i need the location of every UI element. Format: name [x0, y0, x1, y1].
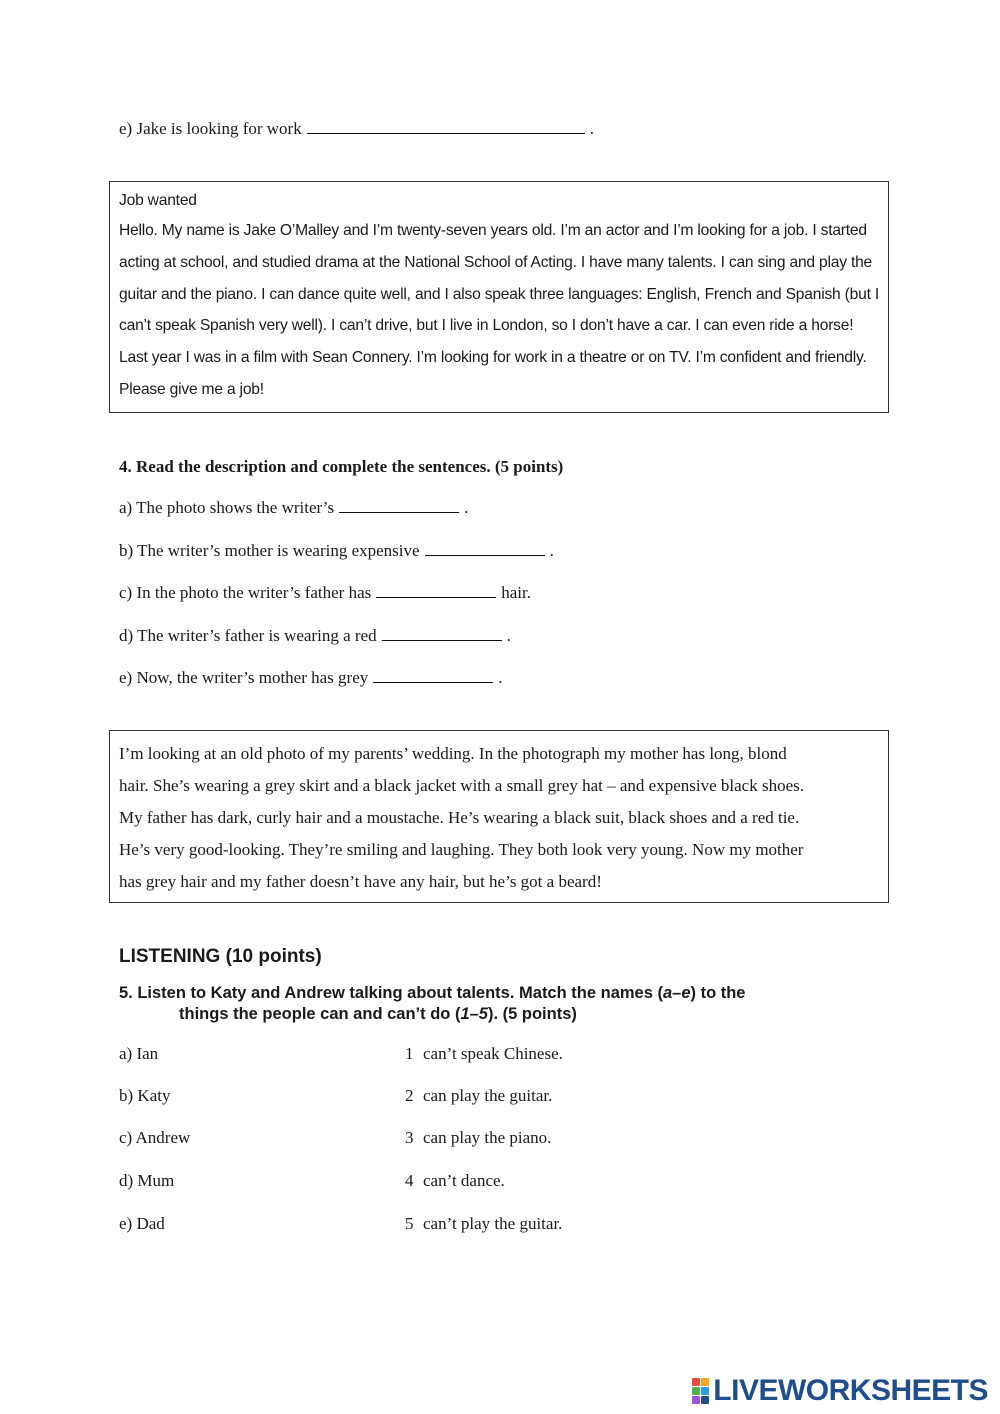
question-3e-text: e) Jake is looking for work	[119, 119, 302, 138]
question-4e-suffix: .	[498, 668, 503, 687]
liveworksheets-logo	[692, 1374, 988, 1408]
question-4d-suffix: .	[506, 626, 511, 645]
listening-heading: LISTENING (10 points)	[119, 946, 322, 967]
job-wanted-title: Job wanted	[119, 192, 197, 209]
match-item-number: 2	[405, 1086, 414, 1105]
question-5-text: ). (5 points)	[487, 1005, 577, 1023]
logo-square	[701, 1396, 709, 1404]
match-name-ian[interactable]: a) Ian	[119, 1044, 159, 1063]
question-4c-text: c) In the photo the writer’s father has	[119, 583, 372, 602]
match-item-text: can’t play the guitar.	[423, 1214, 563, 1233]
match-item-3[interactable]	[405, 1128, 551, 1148]
logo-square	[692, 1387, 700, 1395]
question-4d-text: d) The writer’s father is wearing a red	[119, 626, 377, 645]
logo-mark-icon	[692, 1378, 709, 1404]
match-item-text: can play the piano.	[423, 1128, 552, 1147]
match-item-text: can play the guitar.	[423, 1086, 553, 1105]
answer-blank-4b[interactable]	[425, 541, 545, 556]
section-4-heading: 4. Read the description and complete the sentences. (5 points)	[119, 457, 564, 476]
description-line: My father has dark, curly hair and a moustache. He’s wearing a black suit, black shoes and a red tie.	[119, 807, 800, 827]
match-item-number: 5	[405, 1214, 414, 1233]
question-4e	[119, 668, 503, 688]
question-4b-suffix: .	[549, 541, 554, 560]
match-name-mum[interactable]: d) Mum	[119, 1171, 175, 1190]
description-line: has grey hair and my father doesn’t have any hair, but he’s got a beard!	[119, 871, 602, 891]
job-wanted-line: Hello. My name is Jake O’Malley and I’m twenty-seven years old. I’m an actor and I’m looking for a job. I started	[119, 222, 867, 239]
question-4b-text: b) The writer’s mother is wearing expensive	[119, 541, 420, 560]
logo-square	[692, 1378, 700, 1386]
question-5-text: ) to the	[690, 984, 746, 1002]
answer-blank-3e[interactable]	[307, 119, 585, 134]
logo-square	[692, 1396, 700, 1404]
question-4d	[119, 626, 511, 646]
logo-square	[701, 1387, 709, 1395]
match-item-text: can’t speak Chinese.	[423, 1044, 563, 1063]
question-5-line-2	[119, 1004, 746, 1025]
answer-blank-4c[interactable]	[376, 583, 496, 598]
question-4a-text: a) The photo shows the writer’s	[119, 498, 335, 517]
job-wanted-line: Last year I was in a film with Sean Connery. I’m looking for work in a theatre or on TV. I’m confident and friendly.	[119, 349, 867, 367]
question-4c-suffix: hair.	[501, 583, 531, 602]
question-3e-suffix: .	[589, 119, 594, 138]
job-wanted-line: can’t speak Spanish very well). I can’t drive, but I live in London, so I don’t have a car. I can even ride a horse!	[119, 317, 854, 335]
question-4e-text: e) Now, the writer’s mother has grey	[119, 668, 369, 687]
logo-square	[701, 1378, 709, 1386]
job-wanted-line: guitar and the piano. I can dance quite well, and I also speak three languages: English, French and Spanish (but I	[119, 285, 880, 303]
match-name-dad[interactable]: e) Dad	[119, 1214, 165, 1233]
answer-blank-4a[interactable]	[339, 498, 459, 513]
question-5-text: things the people can and can’t do (	[179, 1005, 461, 1023]
wedding-description-box	[109, 730, 889, 903]
match-item-2[interactable]	[405, 1086, 552, 1106]
answer-blank-4d[interactable]	[382, 626, 502, 641]
question-3e	[119, 119, 594, 139]
job-wanted-line: acting at school, and studied drama at the National School of Acting. I have many talents. I can sing and play the	[119, 253, 873, 271]
match-item-number: 3	[405, 1128, 414, 1147]
match-item-5[interactable]	[405, 1214, 562, 1234]
description-line: He’s very good-looking. They’re smiling and laughing. They both look very young. Now my mother	[119, 839, 804, 859]
description-line: I’m looking at an old photo of my parents’ wedding. In the photograph my mother has long, blond	[119, 744, 787, 763]
job-wanted-line: Please give me a job!	[119, 380, 264, 398]
match-item-text: can’t dance.	[423, 1171, 505, 1190]
match-name-andrew[interactable]: c) Andrew	[119, 1128, 191, 1147]
job-wanted-text-box	[109, 181, 889, 413]
match-item-number: 4	[405, 1171, 414, 1190]
description-line: hair. She’s wearing a grey skirt and a black jacket with a small grey hat – and expensive black shoes.	[119, 775, 804, 795]
match-item-1[interactable]	[405, 1044, 563, 1064]
question-5-line-1	[119, 983, 746, 1004]
answer-blank-4e[interactable]	[373, 668, 493, 683]
question-4b	[119, 541, 554, 561]
question-4c	[119, 583, 531, 603]
match-item-4[interactable]	[405, 1171, 505, 1191]
question-5-name-range: a–e	[662, 984, 691, 1002]
question-5-number-range: 1–5	[460, 1005, 488, 1023]
question-5-text: 5. Listen to Katy and Andrew talking about talents. Match the names (	[119, 984, 663, 1002]
question-4a-suffix: .	[464, 498, 469, 517]
match-name-katy[interactable]: b) Katy	[119, 1086, 171, 1105]
match-item-number: 1	[405, 1044, 414, 1063]
logo-text: LIVEWORKSHEETS	[713, 1374, 988, 1407]
question-5-heading	[119, 983, 746, 1025]
question-4a	[119, 498, 468, 518]
